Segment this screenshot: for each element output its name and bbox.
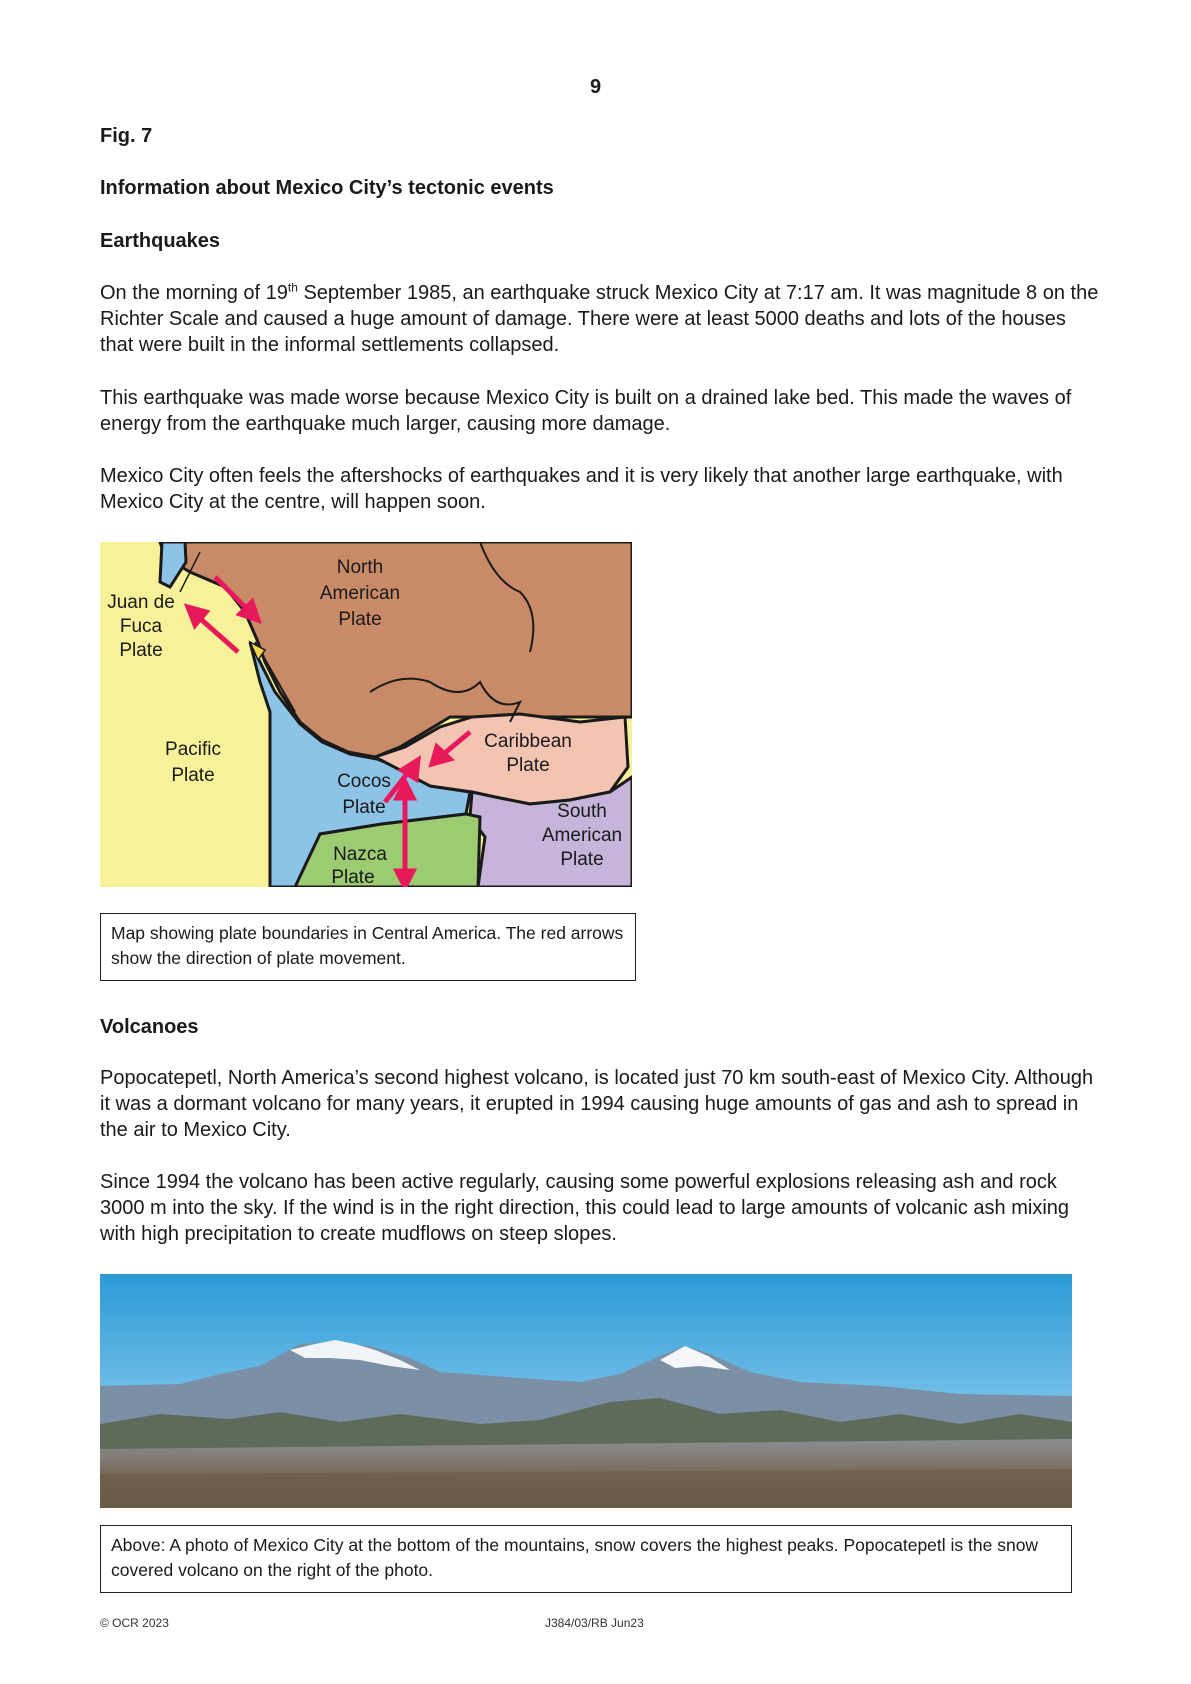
mexico-city-photo bbox=[100, 1274, 1072, 1508]
figure-label: Fig. 7 bbox=[100, 125, 153, 147]
earthquakes-heading: Earthquakes bbox=[100, 230, 221, 252]
page-title: Information about Mexico City’s tectonic events bbox=[100, 177, 554, 199]
footer-copyright: © OCR 2023 bbox=[100, 1616, 169, 1630]
earthquakes-paragraph-2: This earthquake was made worse because Mexico City is built on a drained lake bed. This made the waves of energy from the earthquake much larger, causing more damage. bbox=[100, 387, 1072, 435]
cocos-label-1: Cocos bbox=[337, 771, 391, 792]
map-caption: Map showing plate boundaries in Central America. The red arrows show the direction of plate movement. bbox=[100, 913, 636, 981]
footer-paper-code: J384/03/RB Jun23 bbox=[545, 1616, 644, 1630]
volcanoes-paragraph-2: Since 1994 the volcano has been active regularly, causing some powerful explosions releasing ash and rock 3000 m into the sky. If the wind is in the right direction, this could lead to large amounts of volcanic ash mixing with high precipitation to create mudflows on steep slopes. bbox=[100, 1171, 1070, 1245]
juan-de-fuca-label-3: Plate bbox=[119, 640, 163, 661]
north-american-label-2: American bbox=[319, 583, 401, 604]
nazca-label-2: Plate bbox=[331, 867, 375, 887]
juan-de-fuca-label-2: Fuca bbox=[119, 616, 163, 637]
volcanoes-heading: Volcanoes bbox=[100, 1016, 199, 1038]
page-number: 9 bbox=[589, 76, 602, 98]
volcanoes-paragraph-1: Popocatepetl, North America’s second highest volcano, is located just 70 km south-east of Mexico City. Although it was a dormant volcano for many years, it erupted in 1994 causing huge amounts of gas and ash to spread in the air to Mexico City. bbox=[100, 1067, 1094, 1141]
juan-de-fuca-label-1: Juan de bbox=[107, 592, 175, 613]
nazca-label-1: Nazca bbox=[333, 844, 387, 865]
south-american-label-1: South bbox=[557, 801, 607, 822]
caribbean-label-1: Caribbean bbox=[484, 731, 572, 752]
city-foreground bbox=[100, 1469, 1072, 1508]
plate-boundaries-map bbox=[100, 542, 632, 887]
north-american-label-1: North bbox=[336, 557, 384, 578]
caribbean-label-2: Plate bbox=[506, 755, 550, 776]
photo-caption: Above: A photo of Mexico City at the bottom of the mountains, snow covers the highest peaks. Popocatepetl is the snow covered volcano on the right of the photo. bbox=[100, 1525, 1072, 1593]
cocos-label-2: Plate bbox=[342, 797, 386, 818]
north-american-label-3: Plate bbox=[338, 609, 382, 630]
pacific-label-2: Plate bbox=[171, 765, 215, 786]
earthquakes-paragraph-1: On the morning of 19th September 1985, an earthquake struck Mexico City at 7:17 am. It was magnitude 8 on the Richter Scale and caused a huge amount of damage. There were at least 5000 deaths and lots of the houses that were built in the informal settlements collapsed. bbox=[100, 280, 1099, 356]
pacific-label-1: Pacific bbox=[165, 739, 221, 760]
south-american-label-3: Plate bbox=[560, 849, 604, 870]
south-american-label-2: American bbox=[541, 825, 623, 846]
earthquakes-paragraph-3: Mexico City often feels the aftershocks of earthquakes and it is very likely that another large earthquake, with Mexico City at the centre, will happen soon. bbox=[100, 465, 1063, 513]
